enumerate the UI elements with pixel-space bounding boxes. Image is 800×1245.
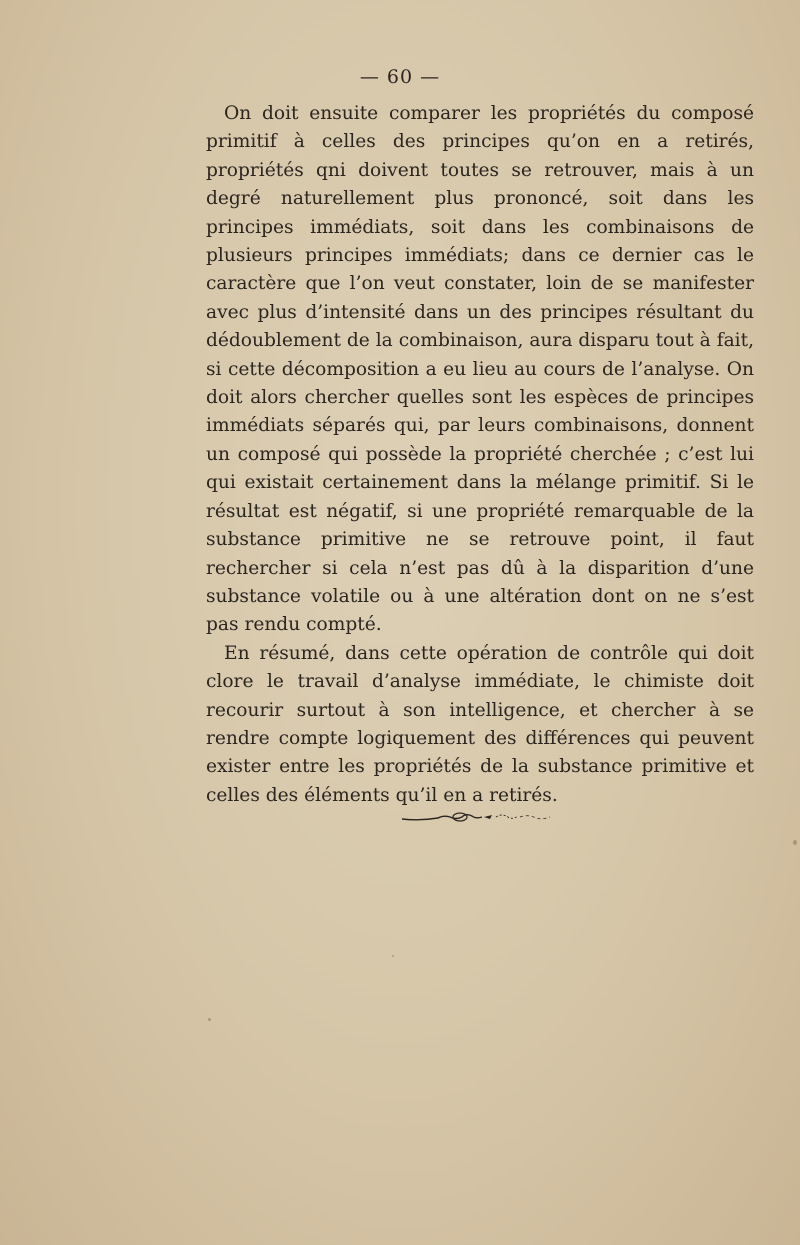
paper-speck: [208, 1018, 211, 1021]
decorative-tailpiece-ornament: [400, 805, 560, 829]
paper-speck: [793, 840, 797, 845]
page-number: — 60 —: [359, 66, 441, 88]
body-text: [206, 100, 754, 810]
paper-speck: [392, 955, 394, 957]
paragraph-1: On doit ensuite comparer les propriétés du composé primitif à celles des principes qu’on en a retirés, propriétés qni doivent toutes se retrouver, mais à un degré naturellement plus prononcé, soit dans les principes immédiats, soit dans les combinaisons de plusieurs principes immédiats; dans ce dernier cas le caractère que l’on veut constater, loin de se manifester avec plus d’intensité dans un des principes résultant du dédoublement de la combinaison, aura disparu tout à fait, si cette décomposition a eu lieu au cours de l’analyse. On doit alors chercher quelles sont les espèces de principes immédiats séparés qui, par leurs combinaisons, donnent un composé qui possède la propriété cherchée ; c’est lui qui existait certainement dans la mélange primitif. Si le résultat est négatif, si une propriété remarquable de la substance primitive ne se retrouve point, il faut rechercher si cela n’est pas dû à la disparition d’une substance volatile ou à une altération dont on ne s’est pas rendu compté.: [206, 103, 754, 636]
paragraph-2: En résumé, dans cette opération de contrôle qui doit clore le travail d’analyse immédiate, le chimiste doit recourir surtout à son intelligence, et chercher à se rendre compte logiquement des différences qui peuvent exister entre les propriétés de la substance primitive et celles des éléments qu’il en a retirés.: [206, 642, 754, 806]
